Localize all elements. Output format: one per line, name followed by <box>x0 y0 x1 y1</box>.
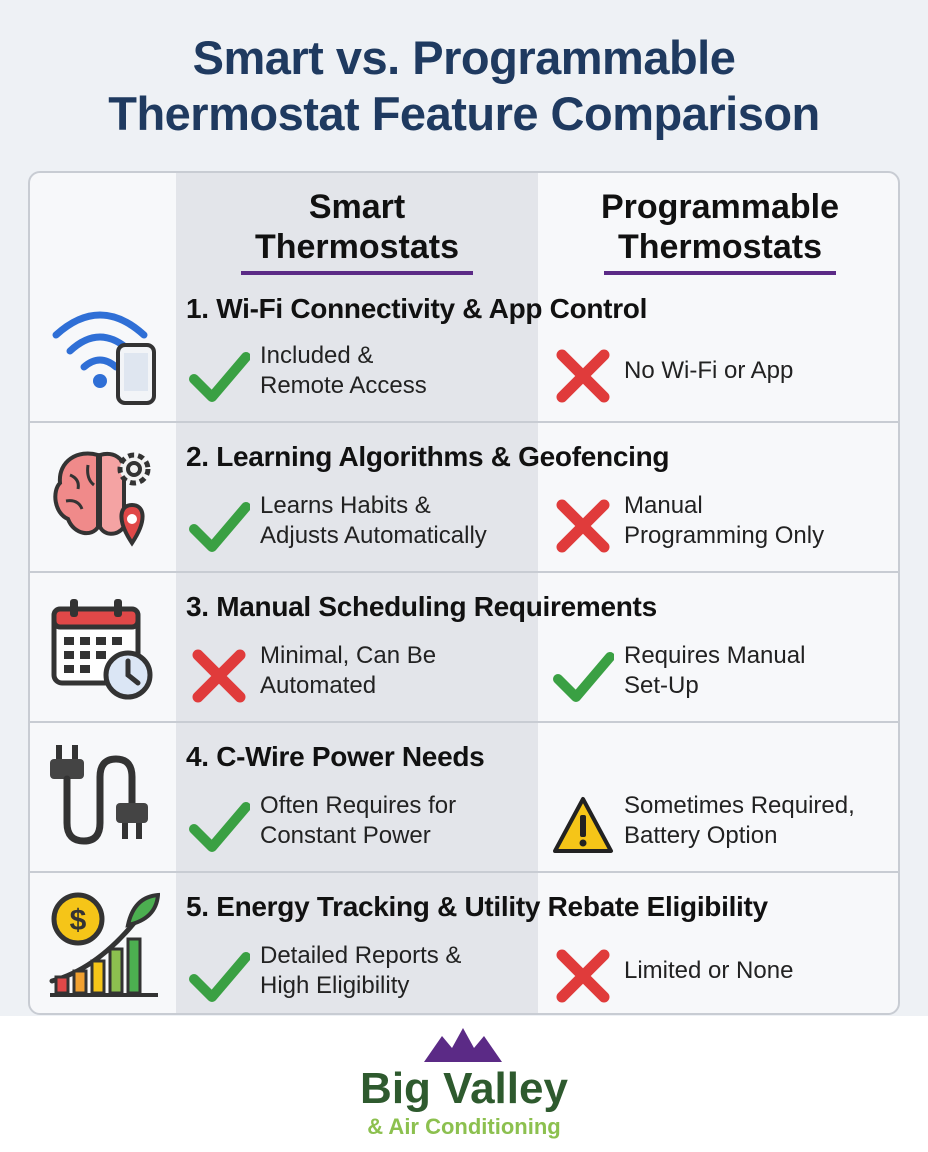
row-1-smart-text: Included & Remote Access <box>260 342 427 399</box>
brand-name: Big Valley <box>360 1064 568 1113</box>
title-line-2: Thermostat Feature Comparison <box>108 87 820 140</box>
feature-row-1 <box>30 273 898 421</box>
row-5-smart-cell <box>188 941 528 1011</box>
cross-icon <box>552 495 614 557</box>
calendar-clock-icon <box>48 595 160 707</box>
row-4-title: 4. C-Wire Power Needs <box>186 741 485 772</box>
check-icon <box>188 495 250 557</box>
row-5-smart-text: Detailed Reports & High Eligibility <box>260 942 462 999</box>
programmable-header-line-2: Thermostats <box>617 228 823 266</box>
cross-icon <box>552 345 614 407</box>
check-icon <box>188 345 250 407</box>
check-icon <box>188 945 250 1007</box>
row-1-smart-cell <box>188 341 528 411</box>
mountain-logo-icon <box>424 1028 502 1062</box>
row-3-programmable-cell <box>552 641 892 711</box>
brand-subtitle: & Air Conditioning <box>367 1114 561 1139</box>
row-4-programmable-cell <box>552 791 892 861</box>
feature-row-5 <box>30 871 898 1015</box>
feature-row-2 <box>30 421 898 569</box>
warning-icon <box>552 795 614 857</box>
wifi-phone-icon <box>48 295 160 407</box>
smart-header-line-1: Smart <box>308 188 406 226</box>
programmable-header-line-1: Programmable <box>600 188 840 226</box>
cross-icon <box>552 945 614 1007</box>
feature-row-3 <box>30 571 898 719</box>
dollar-growth-chart-icon <box>48 889 160 1001</box>
feature-row-4 <box>30 721 898 869</box>
row-2-smart-text: Learns Habits & Adjusts Automatically <box>260 492 487 549</box>
row-2-programmable-cell <box>552 491 892 561</box>
row-1-title: 1. Wi-Fi Connectivity & App Control <box>186 293 648 324</box>
row-3-title: 3. Manual Scheduling Requirements <box>186 591 657 622</box>
row-1-programmable-cell <box>552 341 892 411</box>
row-2-title: 2. Learning Algorithms & Geofencing <box>186 441 670 472</box>
row-2-programmable-text: Manual Programming Only <box>624 492 825 549</box>
svg-text:$: $ <box>69 904 87 937</box>
row-4-smart-cell <box>188 791 528 861</box>
row-3-programmable-text: Requires Manual Set-Up <box>624 642 806 699</box>
page-title <box>0 30 928 142</box>
row-4-programmable-text: Sometimes Required, Battery Option <box>624 792 855 849</box>
row-5-programmable-text: Limited or None <box>624 957 794 984</box>
row-1-programmable-text: No Wi-Fi or App <box>624 357 794 384</box>
smart-column-header <box>202 187 512 275</box>
row-5-title: 5. Energy Tracking & Utility Rebate Eligibility <box>186 891 768 922</box>
brand-footer <box>0 1016 928 1152</box>
brain-gear-location-icon <box>48 439 160 551</box>
programmable-column-header <box>570 187 870 275</box>
plug-cable-icon <box>48 741 160 853</box>
title-line-1: Smart vs. Programmable <box>192 31 736 84</box>
row-5-programmable-cell <box>552 941 892 1011</box>
row-3-smart-cell <box>188 641 528 711</box>
row-3-smart-text: Minimal, Can Be Automated <box>260 642 437 699</box>
check-icon <box>188 795 250 857</box>
row-2-smart-cell <box>188 491 528 561</box>
check-icon <box>552 645 614 707</box>
cross-icon <box>188 645 250 707</box>
comparison-table <box>28 171 900 1015</box>
row-4-smart-text: Often Requires for Constant Power <box>260 792 457 849</box>
smart-header-line-2: Thermostats <box>254 228 460 266</box>
